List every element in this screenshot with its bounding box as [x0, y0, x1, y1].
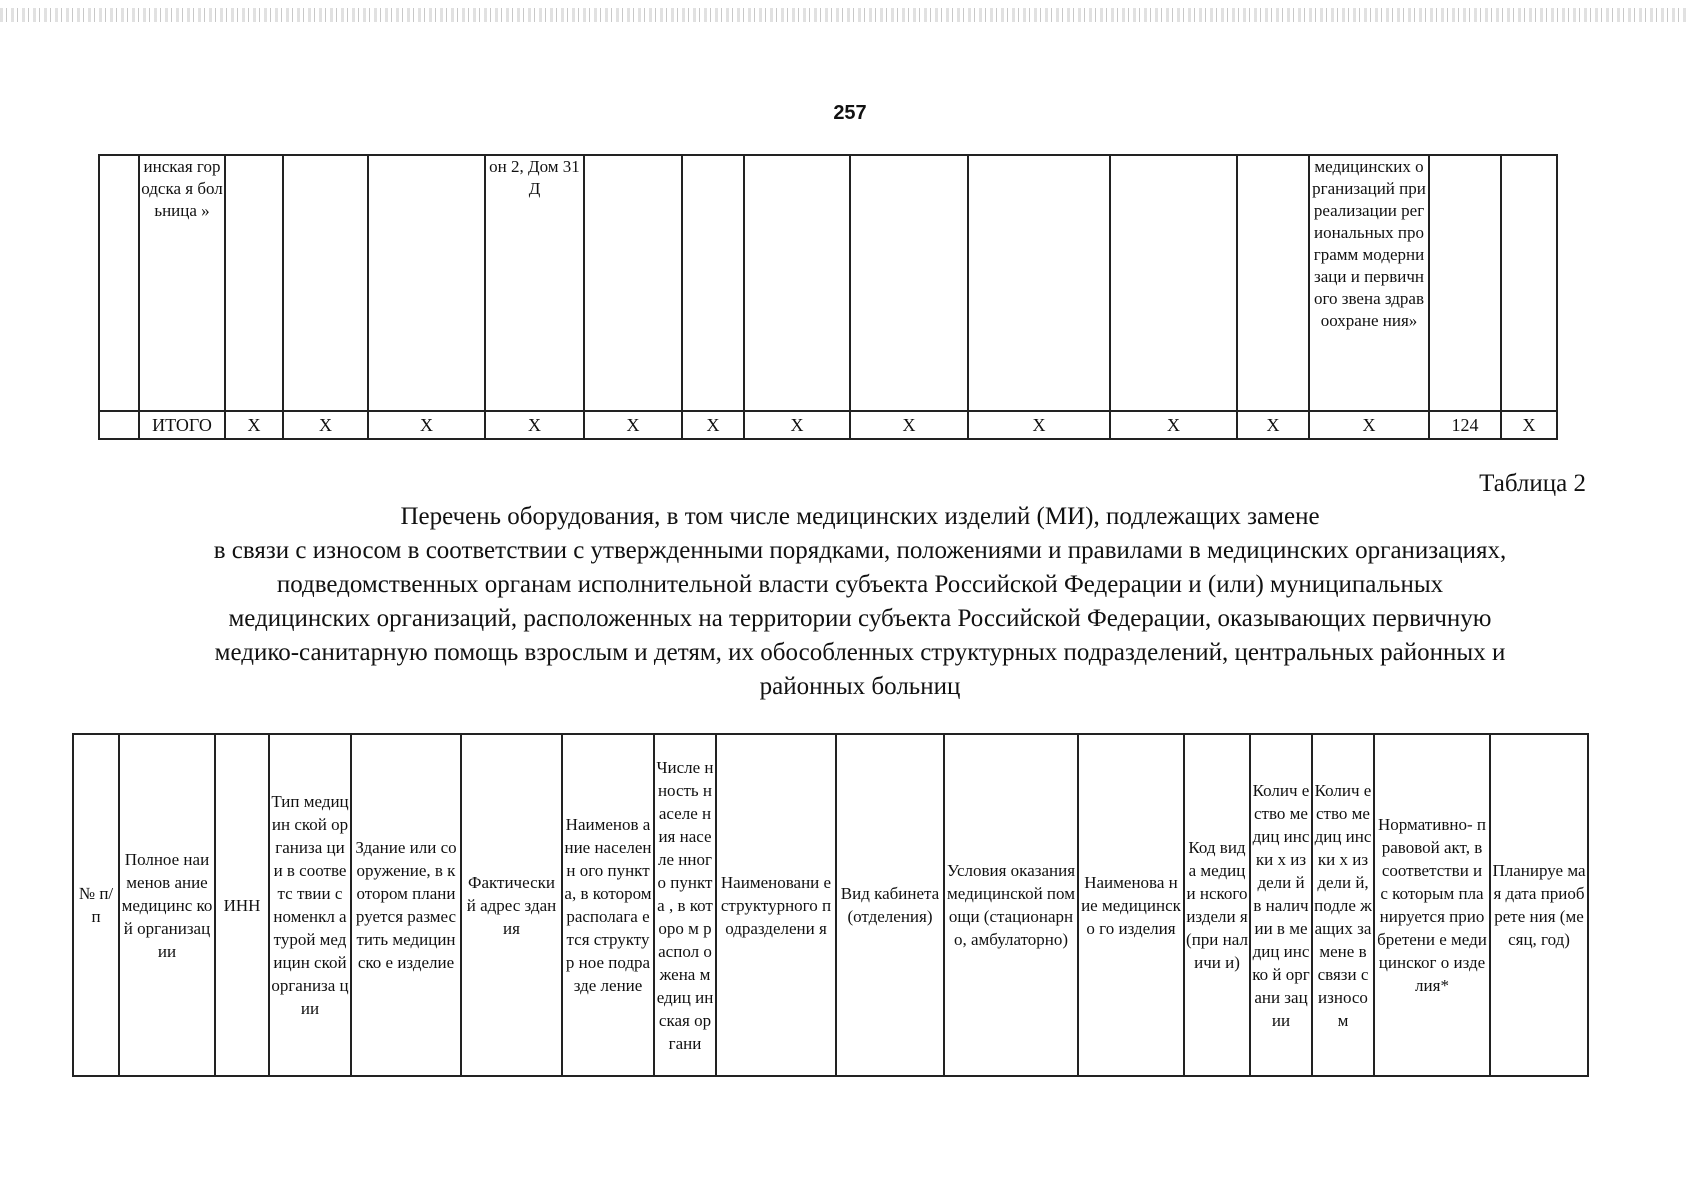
table-cell: [682, 155, 744, 411]
table-cell: [584, 155, 682, 411]
table-caption: Таблица 2: [1479, 470, 1586, 497]
table-cell: [283, 155, 368, 411]
total-row: [99, 411, 1557, 439]
column-header: Тип медицин ской организа ции в соответс твии с номенкл атурой медицин ской организа ции: [269, 734, 351, 1076]
column-header: Здание или сооружение, в котором планируется разместить медицинско е изделие: [351, 734, 461, 1076]
column-header: Код вида медици нского издели я (при наличи и): [1184, 734, 1250, 1076]
column-header: Наименова ние медицинско го изделия: [1078, 734, 1184, 1076]
table-cell: инская городска я больница »: [139, 155, 225, 411]
table-cell: X: [368, 411, 485, 439]
table-cell: [968, 155, 1110, 411]
table-cell: X: [283, 411, 368, 439]
table-cell: X: [225, 411, 283, 439]
total-label: ИТОГО: [139, 411, 225, 439]
table-cell: [744, 155, 850, 411]
table-continuation: [98, 154, 1558, 440]
title-line: подведомственных органам исполнительной власти субъекта Российской Федерации и (или) муниципальных: [276, 571, 1444, 598]
column-header: № п/п: [73, 734, 119, 1076]
table-cell: медицинских организаций при реализации региональных программ модернизаци и первичного звена здравоохране ния»: [1309, 155, 1429, 411]
table-cell: X: [744, 411, 850, 439]
table-cell: X: [1309, 411, 1429, 439]
column-header: Условия оказания медицинской помощи (стационарно, амбулаторно): [944, 734, 1078, 1076]
table-cell: X: [1237, 411, 1309, 439]
column-header: Полное наименов ание медицинс кой организац ии: [119, 734, 215, 1076]
scan-edge-artifact: [0, 8, 1686, 22]
table-cell: [368, 155, 485, 411]
column-header: Наименов ание населенн ого пункта, в котором располага ется структур ное подразде ление: [562, 734, 654, 1076]
document-title: [80, 500, 1640, 704]
column-header: Фактически й адрес здания: [461, 734, 562, 1076]
table-cell: он 2, Дом 31Д: [485, 155, 584, 411]
column-header: Планируе мая дата приобрете ния (месяц, год): [1490, 734, 1588, 1076]
table-cell: [225, 155, 283, 411]
column-header: Колич ество медиц ински х издели й, подле жащих замене в связи с износо м: [1312, 734, 1374, 1076]
column-header: ИНН: [215, 734, 269, 1076]
equipment-table: [72, 733, 1589, 1077]
table-header-row: [73, 734, 1588, 1076]
column-header: Нормативно- правовой акт, в соответстви и с которым планируется приобретени е медицинског о изделия*: [1374, 734, 1490, 1076]
title-line: в связи с износом в соответствии с утвержденными порядками, положениями и правилами в медицинских организациях,: [213, 537, 1507, 564]
table-cell: X: [850, 411, 968, 439]
table-cell: [1110, 155, 1237, 411]
column-header: Числе нность населе ния населе нного пункта , в которо м распол ожена медиц инская органи: [654, 734, 716, 1076]
table-cell: X: [968, 411, 1110, 439]
column-header: Вид кабинета (отделения): [836, 734, 944, 1076]
page-number: 257: [833, 102, 867, 124]
table-cell: X: [485, 411, 584, 439]
column-header: Колич ество медиц ински х издели й в налич ии в медиц инско й органи зации: [1250, 734, 1312, 1076]
table-cell: X: [1110, 411, 1237, 439]
table-cell: X: [584, 411, 682, 439]
table-cell: [1501, 155, 1557, 411]
title-line: медицинских организаций, расположенных на территории субъекта Российской Федерации, оказывающих первичную: [228, 605, 1492, 632]
title-line: районных больниц: [759, 673, 961, 700]
table-cell: [99, 155, 139, 411]
table-cell: [99, 411, 139, 439]
table-cell: [1429, 155, 1501, 411]
table-cell: X: [1501, 411, 1557, 439]
total-value: 124: [1429, 411, 1501, 439]
table-cell: X: [682, 411, 744, 439]
table-cell: [850, 155, 968, 411]
title-line: медико-санитарную помощь взрослым и детям, их обособленных структурных подразделений, центральных районных и: [214, 639, 1506, 666]
title-line: Перечень оборудования, в том числе медицинских изделий (МИ), подлежащих замене: [400, 503, 1320, 530]
table-cell: [1237, 155, 1309, 411]
table-row: [99, 155, 1557, 411]
column-header: Наименовани е структурного подразделени я: [716, 734, 836, 1076]
